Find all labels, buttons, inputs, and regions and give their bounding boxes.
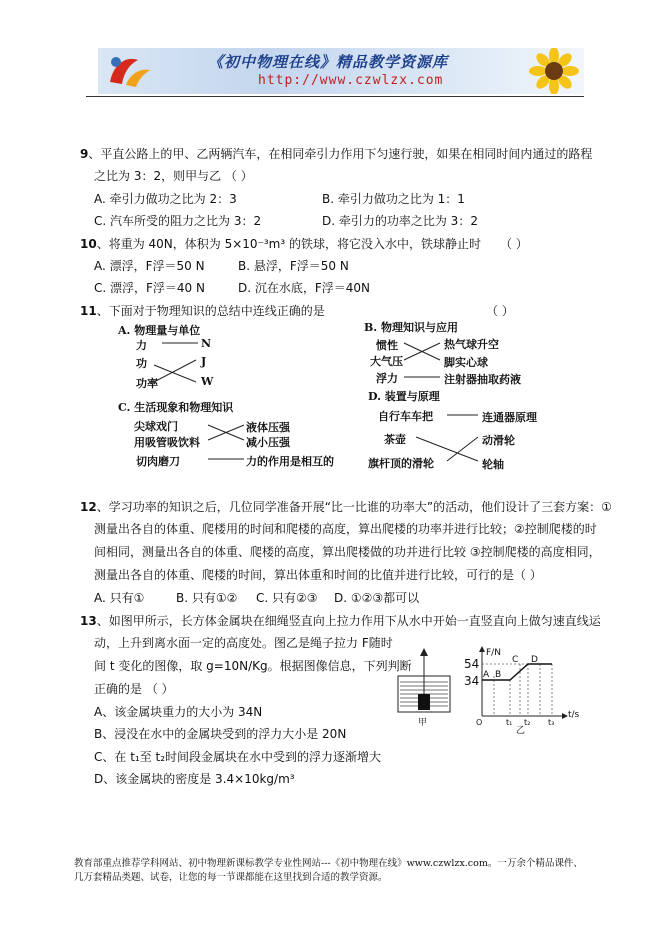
q10-answer-paren: （ ） <box>500 237 528 251</box>
q10-option-a: A. 漂浮，F浮＝50 N <box>94 259 205 273</box>
graph-origin: O <box>476 718 483 727</box>
q13-option-a: A、该金属块重力的大小为 34N <box>94 705 263 719</box>
q11-box-a-right-2: J <box>201 355 207 368</box>
q9-stem-line2: 之比为 3：2，则甲与乙 （ ） <box>94 169 253 183</box>
figure-yi-caption: 乙 <box>516 726 526 736</box>
q12-option-d: D. ①②③都可以 <box>334 591 420 605</box>
q10-option-b: B. 悬浮，F浮＝50 N <box>238 259 349 273</box>
graph-t1: t₁ <box>506 718 513 727</box>
q11-stem: 11、下面对于物理知识的总结中连线正确的是 <box>80 304 325 318</box>
graph-y-axis-label: F/N <box>486 648 501 658</box>
q11-box-a-title: A. 物理量与单位 <box>118 324 201 337</box>
q10-option-c: C. 漂浮，F浮＝40 N <box>94 281 205 295</box>
figure-jia-caption: 甲 <box>418 718 428 728</box>
q11-box-a-left-2: 功 <box>136 357 147 370</box>
q12-option-a: A. 只有① <box>94 591 145 605</box>
graph-y-tick-34: 34 <box>464 674 480 688</box>
graph-point-a: A <box>483 670 490 680</box>
q11-box-c-left-2: 用吸管吸饮料 <box>134 436 200 449</box>
q11-answer-paren: （ ） <box>486 304 514 318</box>
q10-stem: 10、将重为 40N，体积为 5×10⁻³m³ 的铁球，将它没入水中，铁球静止时 <box>80 237 481 251</box>
q11-box-d-left-3: 旗杆顶的滑轮 <box>368 457 434 470</box>
q13-option-c: C、在 t₁至 t₂时间段金属块在水中受到的浮力逐渐增大 <box>94 750 382 764</box>
q11-box-b-right-3: 注射器抽取药液 <box>444 373 521 386</box>
q13-stem-line3: 间 t 变化的图像，取 g=10N/Kg。根据图像信息，下列判断 <box>94 659 412 673</box>
q11-box-c-left-1: 尖球戏门 <box>134 420 178 433</box>
q11-box-c-right-1: 液体压强 <box>246 421 290 434</box>
q13-option-d: D、该金属块的密度是 3.4×10kg/m³ <box>94 772 295 786</box>
footer-line1: 教育部重点推荐学科网站、初中物理新课标教学专业性网站---《初中物理在线》www.czwlzx.com。一万余个精品课件、 <box>74 858 583 869</box>
q11-box-b-title: B. 物理知识与应用 <box>364 321 458 334</box>
q11-box-a-left-3: 功率 <box>136 377 158 390</box>
q13-stem-line4: 正确的是 （ ） <box>94 682 174 696</box>
q11-box-d-right-1: 连通器原理 <box>482 411 537 424</box>
graph-t3: t₃ <box>548 718 555 727</box>
q13-option-b: B、浸没在水中的金属块受到的浮力大小是 20N <box>94 727 347 741</box>
q11-box-d-right-3: 轮轴 <box>482 458 504 471</box>
graph-x-axis-label: t/s <box>568 710 580 720</box>
graph-point-d: D <box>531 655 538 665</box>
q11-box-d-left-1: 自行车车把 <box>378 410 433 423</box>
q12-option-b: B. 只有①② <box>176 591 238 605</box>
q11-box-b-left-2: 大气压 <box>370 355 403 368</box>
graph-point-c: C <box>512 655 519 665</box>
q9-option-d: D. 牵引力的功率之比为 3：2 <box>322 214 478 228</box>
q11-box-d-title: D. 装置与原理 <box>368 390 440 403</box>
graph-y-tick-54: 54 <box>464 657 480 671</box>
graph-t2: t₂ <box>524 718 531 727</box>
q10-option-d: D. 沉在水底，F浮＝40N <box>238 281 371 295</box>
q11-box-c-right-3: 力的作用是相互的 <box>246 455 334 468</box>
q11-box-d-left-2: 茶壶 <box>384 433 406 446</box>
q12-stem-line1: 12、学习功率的知识之后，几位同学准备开展“比一比谁的功率大”的活动，他们设计了三套方案：① <box>80 500 612 514</box>
q11-box-b-right-2: 脚实心球 <box>444 356 488 369</box>
banner-url[interactable]: http://www.czwlzx.com <box>258 73 444 88</box>
q12-stem-line3: 间相同，测量出各自的体重、爬楼的高度，算出爬楼做的功并进行比较 ③控制爬楼的高度相同， <box>94 545 601 559</box>
q11-box-b-left-3: 浮力 <box>376 372 398 385</box>
q13-stem-line2: 动，上升到离水面一定的高度处。图乙是绳子拉力 F随时 <box>94 636 393 650</box>
q11-box-d-right-2: 动滑轮 <box>482 434 515 447</box>
banner-title: 《初中物理在线》精品教学资源库 <box>208 53 449 71</box>
q9-option-a: A. 牵引力做功之比为 2：3 <box>94 192 237 206</box>
q9-option-c: C. 汽车所受的阻力之比为 3：2 <box>94 214 262 228</box>
q11-box-b-left-1: 惯性 <box>376 339 398 352</box>
footer-line2: 几万套精品类题、试卷，让您的每一节课都能在这里找到合适的教学资源。 <box>74 872 388 883</box>
q11-box-c-right-2: 减小压强 <box>246 436 290 449</box>
q12-option-c: C. 只有②③ <box>256 591 318 605</box>
q12-stem-line2: 测量出各自的体重、爬楼用的时间和爬楼的高度，算出爬楼的功率并进行比较；②控制爬楼的时 <box>94 522 597 536</box>
q11-box-a-right-3: W <box>201 375 214 388</box>
q11-box-c-title: C. 生活现象和物理知识 <box>118 401 234 414</box>
q11-box-c-left-3: 切肉磨刀 <box>136 455 180 468</box>
q13-stem-line1: 13、如图甲所示，长方体金属块在细绳竖直向上拉力作用下从水中开始一直竖直向上做匀速直线运 <box>80 614 601 628</box>
q11-box-b-right-1: 热气球升空 <box>444 338 499 351</box>
graph-point-b: B <box>495 670 502 680</box>
q11-box-a-right-1: N <box>201 337 212 350</box>
q12-stem-line4: 测量出各自的体重、爬楼的时间，算出体重和时间的比值并进行比较，可行的是（ ） <box>94 568 542 582</box>
q9-stem-line1: 9、平直公路上的甲、乙两辆汽车，在相同牵引力作用下匀速行驶，如果在相同时间内通过的路程 <box>80 147 593 161</box>
q11-box-a-left-1: 力 <box>136 339 147 352</box>
water-tank-diagram <box>398 648 450 712</box>
q9-option-b: B. 牵引力做功之比为 1：1 <box>322 192 465 206</box>
